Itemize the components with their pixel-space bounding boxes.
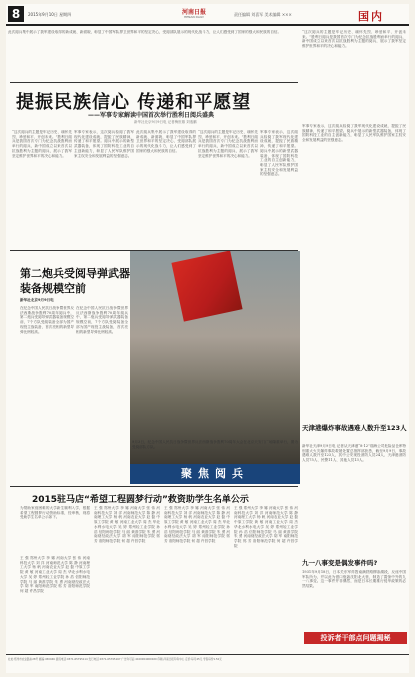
- lead-column-1: “这次阅兵的主题是牢记历史、缅怀先烈、珍爱和平、开创未来。”胜利日阅兵是我国首次专门为纪念抗战胜利而举行的阅兵，新中国成立以来首次以抗战胜利为主题的阅兵，展示了我军坚定维护世界和平的决心和能力。: [12, 130, 72, 158]
- missile-column-2: 在纪念中国人民抗日战争暨世界反法西斯战争胜利70周年阅兵中，第二炮兵受阅导弹武器装备规模空前，7个方队受阅装备全部为国产现役主战装备，首次亮相的新型导弹比例较高。: [76, 306, 128, 334]
- question-headline: 九一八事变是偶发事件吗?: [302, 559, 378, 567]
- article-text-right-top: “这次阅兵的主题是牢记历史、缅怀先烈、珍爱和平、开创未来。”胜利日阅兵是我国首次专门为纪念抗战胜利而举行的阅兵，新中国成立以来首次以抗战胜利为主题的阅兵，展示了我军坚定维护世界和平的决心和能力。: [302, 30, 406, 49]
- lead-headline: 提振民族信心 传递和平愿望: [16, 92, 252, 113]
- list-names-3: 王 强 郑州大学 李 娜 河南大学 张 伟 河南科技大学 刘 洋 河南师范大学 陈 静 河南理工大学 杨 帆 河南农业大学 赵 磊 中原工学院 黄 敏 河南工业大学 周 杰 华北水利水电大学 吴 婷 郑州轻工业学院 孙 浩 信阳师范学院 马 丽 黄淮学院 朱 勇 河南财经政法大学 胡 军 南阳师范学院 郭 芳 洛阳师范学院 何 超 许昌学院: [164, 506, 230, 543]
- tianjin-headline: 天津港爆炸事故遇难人数升至123人: [302, 424, 407, 432]
- flag-image: [171, 251, 242, 322]
- lead-column-5: 军事专家表示，这次阅兵检阅了我军现代化建设成就，提振了民族精神，传递了和平愿望。阅兵中展示的新型武器装备，体现了国防科技工业的自主创新能力，彰显了人民军队维护国家主权安全和发展利益的坚强意志。: [260, 130, 298, 177]
- lead-column-4: “这次阅兵的主题是牢记历史、缅怀先烈、珍爱和平、开创未来。”胜利日阅兵是我国首次专门为纪念抗战胜利而举行的阅兵，新中国成立以来首次以抗战胜利为主题的阅兵，展示了我军坚定维护世界和平的决心和能力。: [198, 130, 258, 158]
- lead-column-3: 此次阅兵集中展示了我军建设取得的新成就、新面貌，彰显了中国军队捍卫世界和平的坚定决心，受阅部队展示的现代化战斗力，让人们感受到了国家的强大和民族的自信。: [136, 130, 196, 153]
- list-names-1: 王 强 郑州大学 李 娜 河南大学 张 伟 河南科技大学 刘 洋 河南师范大学 陈 静 河南理工大学 杨 帆 河南农业大学 赵 磊 中原工学院 黄 敏 河南工业大学 周 杰 华北水利水电大学 吴 婷 郑州轻工业学院 孙 浩 信阳师范学院 马 丽 黄淮学院 朱 勇 河南财经政法大学 胡 军 南阳师范学院 郭 芳 洛阳师范学院 何 超 许昌学院: [20, 556, 90, 593]
- article-text-top: 此次阅兵集中展示了我军建设取得的新成就、新面貌，彰显了中国军队捍卫世界和平的坚定决心，受阅部队展示的现代化战斗力，让人们感受到了国家的强大和民族的自信。: [8, 30, 282, 34]
- divider: [10, 486, 298, 487]
- list-headline: 2015驻马店“希望工程圆梦行动”救资助学生名单公示: [32, 495, 249, 505]
- divider: [10, 82, 298, 83]
- ad-banner: 投诉者干部点问题揭秘: [304, 632, 407, 644]
- missile-column-1: 在纪念中国人民抗日战争暨世界反法西斯战争胜利70周年阅兵中，第二炮兵受阅导弹武器装备规模空前，7个方队受阅装备全部为国产现役主战装备，首次亮相的新型导弹比例较高。: [20, 306, 74, 334]
- tianjin-article: 新华社天津9月9日电 记者从天津港“8·12”瑞海公司危险品仓库特别重大火灾爆炸事故救援处置总指挥部获悉，截至9月9日，事故遇难人数升至123人，其中公安现役消防人员24人、天津港消防人员75人、民警11人、其他人员13人。: [302, 444, 406, 463]
- question-article: 1931年9月18日，日本关东军炸毁南满铁路柳条湖段，反诬中国军队所为，并以此为借口炮轰沈阳北大营，制造了震惊中外的九一八事变。这一事件并非偶然，而是日本长期推行侵华政策的必然结果。: [302, 570, 406, 589]
- masthead: 河南日报: [182, 9, 207, 16]
- lead-byline: 新华社北京9月9日电 记者梅世雄 刘逸鹏: [134, 120, 197, 124]
- list-names-2: 王 强 郑州大学 李 娜 河南大学 张 伟 河南科技大学 刘 洋 河南师范大学 陈 静 河南理工大学 杨 帆 河南农业大学 赵 磊 中原工学院 黄 敏 河南工业大学 周 杰 华北水利水电大学 吴 婷 郑州轻工业学院 孙 浩 信阳师范学院 马 丽 黄淮学院 朱 勇 河南财经政法大学 胡 军 南阳师范学院 郭 芳 洛阳师范学院 何 超 许昌学院: [94, 506, 160, 543]
- missile-headline: 第二炮兵受阅导弹武器装备规模空前: [20, 267, 130, 295]
- lead-column-2: 军事专家表示，这次阅兵检阅了我军现代化建设成就，提振了民族精神，传递了和平愿望。阅兵中展示的新型武器装备，体现了国防科技工业的自主创新能力，彰显了人民军队维护国家主权安全和发展利益的坚强意志。: [74, 130, 134, 158]
- right-column-article: 军事专家表示，这次阅兵检阅了我军现代化建设成就，提振了民族精神，传递了和平愿望。阅兵中展示的新型武器装备，体现了国防科技工业的自主创新能力，彰显了人民军队维护国家主权安全和发展利益的坚强意志。: [302, 124, 406, 143]
- issue-date: 2015年9月10日 星期四: [28, 12, 72, 17]
- page-footer: 社址:郑州市农业路东28号 邮编:450046 值班电话:0371-65795114 发行电话:0371-65795167 广告许可证:4100004000020 印刷:河南日报印务中心 定价:每月45元 零售每份1.50元: [6, 654, 409, 664]
- masthead-sub: HENAN DAILY: [184, 15, 204, 19]
- photo-caption-text: 9月3日，纪念中国人民抗日战争暨世界反法西斯战争胜利70周年大会在北京天安门广场隆重举行，图为受阅部队方队。: [132, 440, 298, 449]
- page-header: [6, 4, 409, 26]
- lead-subhead: ——军事专家解读中国首次举行胜利日阅兵盛典: [88, 112, 215, 119]
- page-number: 8: [8, 6, 24, 22]
- newspaper-page: [6, 4, 409, 673]
- section-title: 国内: [358, 10, 384, 23]
- parade-photo: [130, 251, 300, 464]
- list-names-4: 王 强 郑州大学 李 娜 河南大学 张 伟 河南科技大学 刘 洋 河南师范大学 陈 静 河南理工大学 杨 帆 河南农业大学 赵 磊 中原工学院 黄 敏 河南工业大学 周 杰 华北水利水电大学 吴 婷 郑州轻工业学院 孙 浩 信阳师范学院 马 丽 黄淮学院 朱 勇 河南财经政法大学 胡 军 南阳师范学院 郭 芳 洛阳师范学院 何 超 许昌学院: [234, 506, 298, 548]
- editor-credits: 责任编辑 刘喜军 美术编辑 ×××: [234, 12, 292, 17]
- photo-banner: 聚焦阅兵: [130, 464, 300, 484]
- missile-byline: 新华社北京9月9日电: [20, 298, 54, 302]
- list-intro: 为帮助家庭困难的大学新生顺利入学，根据希望工程圆梦行动资助标准，经审核，现将受助学生名单公示如下。: [20, 506, 90, 520]
